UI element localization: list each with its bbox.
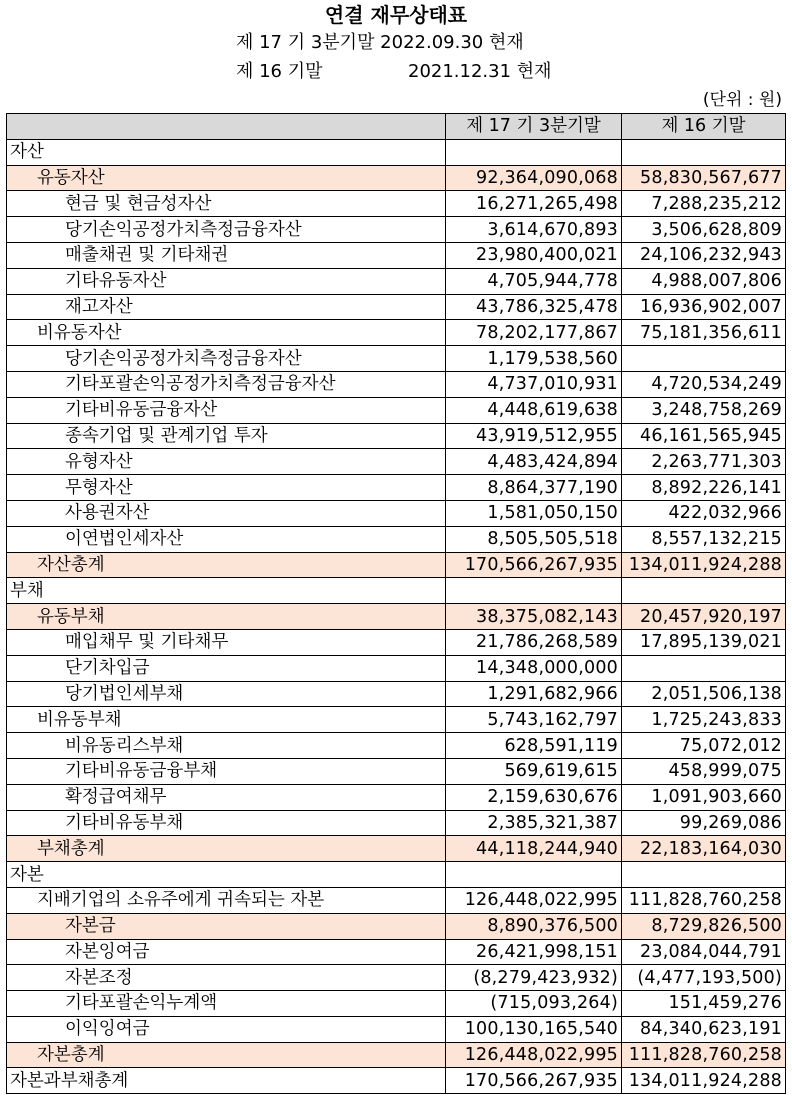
prior-value: 2,263,771,303 xyxy=(622,449,786,475)
prior-value xyxy=(622,139,786,165)
row-label: 사용권자산 xyxy=(7,500,446,526)
prior-value: 134,011,924,288 xyxy=(622,1068,786,1094)
row-label: 자산 xyxy=(7,139,446,165)
row-label: 이연법인세자산 xyxy=(7,526,446,552)
current-period: 제 17 기 3분기말 2022.09.30 현재 xyxy=(236,32,524,53)
row-label: 자본 xyxy=(7,862,446,888)
table-row xyxy=(7,397,786,423)
prior-value: 422,032,966 xyxy=(622,500,786,526)
table-row xyxy=(7,475,786,501)
table-row xyxy=(7,784,786,810)
table-row xyxy=(7,810,786,836)
header-prior-period: 제 16 기말 xyxy=(622,114,786,140)
row-label: 이익잉여금 xyxy=(7,1016,446,1042)
current-value: (715,093,264) xyxy=(446,991,622,1017)
table-row xyxy=(7,707,786,733)
table-row xyxy=(7,242,786,268)
current-value: 1,581,050,150 xyxy=(446,500,622,526)
current-value: 8,864,377,190 xyxy=(446,475,622,501)
table-row xyxy=(7,578,786,604)
prior-value: 458,999,075 xyxy=(622,758,786,784)
row-label: 기타포괄손익누계액 xyxy=(7,991,446,1017)
current-value: 100,130,165,540 xyxy=(446,1016,622,1042)
row-label: 종속기업 및 관계기업 투자 xyxy=(7,423,446,449)
prior-value xyxy=(622,655,786,681)
row-label: 자산총계 xyxy=(7,552,446,578)
table-row xyxy=(7,191,786,217)
header-blank-cell xyxy=(7,114,446,140)
prior-value: 1,725,243,833 xyxy=(622,707,786,733)
prior-value: 3,506,628,809 xyxy=(622,217,786,243)
current-value xyxy=(446,578,622,604)
table-row xyxy=(7,604,786,630)
table-header-row xyxy=(7,114,786,140)
table-row xyxy=(7,655,786,681)
current-value: (8,279,423,932) xyxy=(446,965,622,991)
current-value: 44,118,244,940 xyxy=(446,836,622,862)
prior-value: 75,181,356,611 xyxy=(622,320,786,346)
unit-note: (단위 : 원) xyxy=(702,90,782,110)
prior-period-date: 2021.12.31 현재 xyxy=(408,61,552,82)
prior-value: 58,830,567,677 xyxy=(622,165,786,191)
table-row xyxy=(7,758,786,784)
table-row xyxy=(7,1068,786,1094)
current-value: 4,448,619,638 xyxy=(446,397,622,423)
table-row xyxy=(7,887,786,913)
table-row xyxy=(7,862,786,888)
prior-value: 4,988,007,806 xyxy=(622,268,786,294)
row-label: 매출채권 및 기타채권 xyxy=(7,242,446,268)
prior-value: 23,084,044,791 xyxy=(622,939,786,965)
row-label: 비유동자산 xyxy=(7,320,446,346)
prior-value: 2,051,506,138 xyxy=(622,681,786,707)
row-label: 현금 및 현금성자산 xyxy=(7,191,446,217)
current-value: 26,421,998,151 xyxy=(446,939,622,965)
table-row xyxy=(7,552,786,578)
table-row xyxy=(7,733,786,759)
row-label: 매입채무 및 기타채무 xyxy=(7,629,446,655)
row-label: 유형자산 xyxy=(7,449,446,475)
row-label: 자본잉여금 xyxy=(7,939,446,965)
row-label: 부채총계 xyxy=(7,836,446,862)
current-value: 92,364,090,068 xyxy=(446,165,622,191)
current-value: 23,980,400,021 xyxy=(446,242,622,268)
table-row xyxy=(7,268,786,294)
current-value: 1,291,682,966 xyxy=(446,681,622,707)
current-value: 569,619,615 xyxy=(446,758,622,784)
current-value: 1,179,538,560 xyxy=(446,346,622,372)
row-label: 비유동부채 xyxy=(7,707,446,733)
prior-period-label: 제 16 기말 xyxy=(236,61,323,82)
row-label: 기타유동자산 xyxy=(7,268,446,294)
row-label: 기타비유동부채 xyxy=(7,810,446,836)
prior-value: 22,183,164,030 xyxy=(622,836,786,862)
prior-period xyxy=(236,62,552,82)
row-label: 기타비유동금융자산 xyxy=(7,397,446,423)
table-row xyxy=(7,371,786,397)
header-current-period: 제 17 기 3분기말 xyxy=(446,114,622,140)
current-value: 43,786,325,478 xyxy=(446,294,622,320)
prior-value: 111,828,760,258 xyxy=(622,1042,786,1068)
prior-value: 134,011,924,288 xyxy=(622,552,786,578)
current-value: 14,348,000,000 xyxy=(446,655,622,681)
current-value: 78,202,177,867 xyxy=(446,320,622,346)
current-value: 38,375,082,143 xyxy=(446,604,622,630)
prior-value: 84,340,623,191 xyxy=(622,1016,786,1042)
table-row xyxy=(7,965,786,991)
prior-value: 8,892,226,141 xyxy=(622,475,786,501)
row-label: 자본금 xyxy=(7,913,446,939)
table-row xyxy=(7,165,786,191)
prior-value: 16,936,902,007 xyxy=(622,294,786,320)
row-label: 재고자산 xyxy=(7,294,446,320)
current-value: 8,505,505,518 xyxy=(446,526,622,552)
current-value: 4,705,944,778 xyxy=(446,268,622,294)
prior-value xyxy=(622,578,786,604)
table-row xyxy=(7,423,786,449)
prior-value: 20,457,920,197 xyxy=(622,604,786,630)
current-value: 4,483,424,894 xyxy=(446,449,622,475)
current-value: 170,566,267,935 xyxy=(446,552,622,578)
current-value: 2,159,630,676 xyxy=(446,784,622,810)
row-label: 당기법인세부채 xyxy=(7,681,446,707)
current-value: 126,448,022,995 xyxy=(446,887,622,913)
row-label: 당기손익공정가치측정금융자산 xyxy=(7,346,446,372)
table-row xyxy=(7,320,786,346)
row-label: 유동자산 xyxy=(7,165,446,191)
table-row xyxy=(7,681,786,707)
prior-value xyxy=(622,862,786,888)
prior-value xyxy=(622,346,786,372)
table-row xyxy=(7,913,786,939)
table-row xyxy=(7,217,786,243)
table-row xyxy=(7,526,786,552)
prior-value: 1,091,903,660 xyxy=(622,784,786,810)
prior-value: 46,161,565,945 xyxy=(622,423,786,449)
prior-value: 99,269,086 xyxy=(622,810,786,836)
row-label: 유동부채 xyxy=(7,604,446,630)
current-value: 126,448,022,995 xyxy=(446,1042,622,1068)
table-row xyxy=(7,500,786,526)
row-label: 기타포괄손익공정가치측정금융자산 xyxy=(7,371,446,397)
row-label: 자본과부채총계 xyxy=(7,1068,446,1094)
table-row xyxy=(7,991,786,1017)
prior-value: 3,248,758,269 xyxy=(622,397,786,423)
current-value: 2,385,321,387 xyxy=(446,810,622,836)
prior-value: 8,729,826,500 xyxy=(622,913,786,939)
table-row xyxy=(7,629,786,655)
prior-value: 7,288,235,212 xyxy=(622,191,786,217)
prior-value: (4,477,193,500) xyxy=(622,965,786,991)
prior-value: 24,106,232,943 xyxy=(622,242,786,268)
row-label: 자본총계 xyxy=(7,1042,446,1068)
row-label: 당기손익공정가치측정금융자산 xyxy=(7,217,446,243)
table-row xyxy=(7,939,786,965)
table-row xyxy=(7,836,786,862)
prior-value: 8,557,132,215 xyxy=(622,526,786,552)
row-label: 확정급여채무 xyxy=(7,784,446,810)
prior-value: 75,072,012 xyxy=(622,733,786,759)
table-row xyxy=(7,346,786,372)
balance-sheet-table xyxy=(6,113,786,1094)
row-label: 무형자산 xyxy=(7,475,446,501)
table-row xyxy=(7,1016,786,1042)
current-value: 8,890,376,500 xyxy=(446,913,622,939)
table-row xyxy=(7,1042,786,1068)
current-value: 43,919,512,955 xyxy=(446,423,622,449)
current-value xyxy=(446,862,622,888)
prior-value: 111,828,760,258 xyxy=(622,887,786,913)
current-value: 170,566,267,935 xyxy=(446,1068,622,1094)
row-label: 비유동리스부채 xyxy=(7,733,446,759)
current-value: 3,614,670,893 xyxy=(446,217,622,243)
prior-value: 151,459,276 xyxy=(622,991,786,1017)
row-label: 자본조정 xyxy=(7,965,446,991)
table-row xyxy=(7,139,786,165)
row-label: 부채 xyxy=(7,578,446,604)
current-value: 628,591,119 xyxy=(446,733,622,759)
table-row xyxy=(7,449,786,475)
prior-value: 17,895,139,021 xyxy=(622,629,786,655)
prior-value: 4,720,534,249 xyxy=(622,371,786,397)
row-label: 기타비유동금융부채 xyxy=(7,758,446,784)
statement-title: 연결 재무상태표 xyxy=(324,3,468,27)
current-value xyxy=(446,139,622,165)
table-row xyxy=(7,294,786,320)
row-label: 지배기업의 소유주에게 귀속되는 자본 xyxy=(7,887,446,913)
current-value: 16,271,265,498 xyxy=(446,191,622,217)
current-value: 5,743,162,797 xyxy=(446,707,622,733)
current-value: 21,786,268,589 xyxy=(446,629,622,655)
current-value: 4,737,010,931 xyxy=(446,371,622,397)
row-label: 단기차입금 xyxy=(7,655,446,681)
